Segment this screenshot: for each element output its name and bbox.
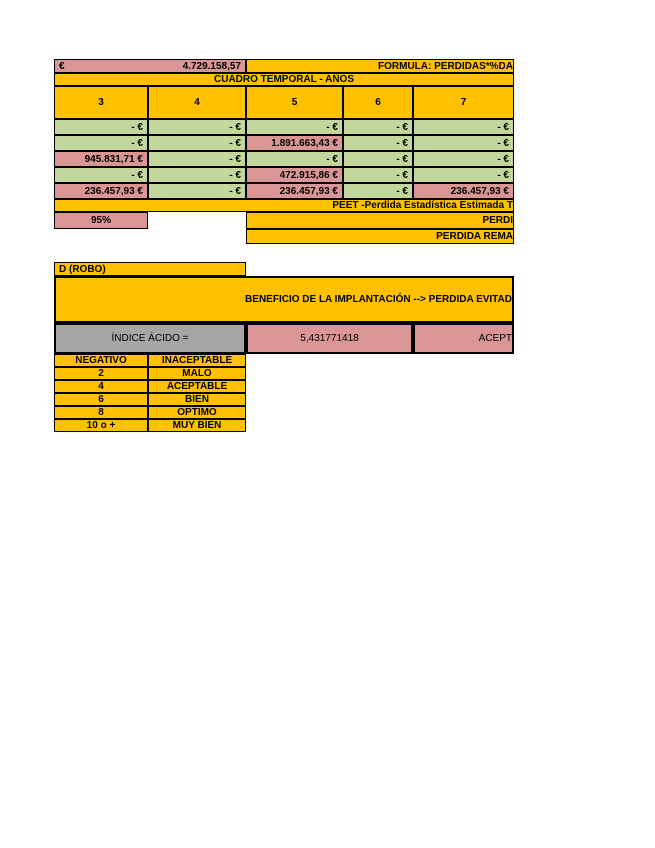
robo-cell[interactable] bbox=[54, 262, 246, 276]
indice-label: ÍNDICE ÁCIDO = bbox=[111, 333, 189, 344]
data-cell[interactable] bbox=[413, 135, 514, 151]
scale-score: 2 bbox=[98, 368, 104, 379]
cell-value: - € bbox=[131, 137, 143, 149]
data-cell[interactable] bbox=[148, 135, 246, 151]
data-cell[interactable] bbox=[246, 183, 343, 199]
perdida-rem-label: PERDIDA REMA bbox=[436, 231, 513, 242]
year-label: 5 bbox=[291, 97, 298, 108]
data-cell[interactable] bbox=[148, 183, 246, 199]
scale-score-cell[interactable] bbox=[54, 367, 148, 380]
cell-value: - € bbox=[497, 153, 509, 165]
percent-value: 95% bbox=[90, 215, 111, 226]
data-cell[interactable] bbox=[413, 151, 514, 167]
cell-value: 236.457,93 € bbox=[279, 185, 338, 197]
data-cell[interactable] bbox=[246, 135, 343, 151]
scale-score: NEGATIVO bbox=[75, 355, 127, 366]
scale-rating-cell[interactable] bbox=[148, 393, 246, 406]
scale-rating: MALO bbox=[182, 368, 212, 379]
cell-value: - € bbox=[396, 185, 408, 197]
cell-value: - € bbox=[326, 153, 338, 165]
data-cell[interactable] bbox=[343, 183, 413, 199]
benefit-cell[interactable] bbox=[54, 276, 514, 323]
data-cell[interactable] bbox=[54, 119, 148, 135]
year-header-7[interactable] bbox=[413, 86, 514, 119]
data-cell[interactable] bbox=[54, 135, 148, 151]
robo-label: D (ROBO) bbox=[59, 263, 106, 275]
cell-value: - € bbox=[229, 153, 241, 165]
cell-value: 472.915,86 € bbox=[279, 169, 338, 181]
perdida-cell[interactable] bbox=[246, 212, 514, 229]
data-cell[interactable] bbox=[148, 151, 246, 167]
total-value: 4.729.158,57 bbox=[182, 60, 241, 72]
data-cell[interactable] bbox=[148, 119, 246, 135]
cell-value: - € bbox=[229, 169, 241, 181]
scale-score-cell[interactable] bbox=[54, 380, 148, 393]
cell-value: - € bbox=[131, 121, 143, 133]
cell-value: - € bbox=[497, 137, 509, 149]
scale-rating-cell[interactable] bbox=[148, 367, 246, 380]
temporal-title: CUADRO TEMPORAL - AÑOS bbox=[214, 74, 354, 85]
scale-rating-cell[interactable] bbox=[148, 354, 246, 367]
year-label: 4 bbox=[194, 97, 200, 108]
percent-cell[interactable] bbox=[54, 212, 148, 229]
scale-score-cell[interactable] bbox=[54, 419, 148, 432]
year-label: 3 bbox=[98, 97, 104, 108]
scale-score-cell[interactable] bbox=[54, 393, 148, 406]
perdida-rem-cell[interactable] bbox=[246, 229, 514, 244]
data-cell[interactable] bbox=[343, 135, 413, 151]
scale-rating: BIEN bbox=[185, 394, 209, 405]
year-header-4[interactable] bbox=[148, 86, 246, 119]
data-cell[interactable] bbox=[246, 151, 343, 167]
scale-rating-cell[interactable] bbox=[148, 380, 246, 393]
indice-result: ACEPT bbox=[478, 333, 512, 344]
data-cell[interactable] bbox=[148, 167, 246, 183]
cell-value: 1.891.663,43 € bbox=[271, 137, 338, 149]
scale-score-cell[interactable] bbox=[54, 406, 148, 419]
data-cell[interactable] bbox=[413, 167, 514, 183]
year-label: 6 bbox=[375, 97, 381, 108]
scale-rating: ACEPTABLE bbox=[166, 381, 228, 392]
cell-value: - € bbox=[497, 121, 509, 133]
scale-score: 8 bbox=[98, 407, 104, 418]
perdida-label: PERDI bbox=[482, 215, 513, 226]
formula-cell[interactable] bbox=[246, 59, 514, 73]
currency-symbol: € bbox=[59, 60, 65, 72]
indice-value-cell[interactable] bbox=[246, 323, 413, 354]
cell-value: - € bbox=[131, 169, 143, 181]
indice-value: 5,431771418 bbox=[300, 333, 359, 344]
year-header-3[interactable] bbox=[54, 86, 148, 119]
formula-label: FORMULA: PERDIDAS*%DA bbox=[378, 60, 513, 72]
cell-value: - € bbox=[396, 137, 408, 149]
scale-score-cell[interactable] bbox=[54, 354, 148, 367]
peet-label: PEET -Perdida Estadística Estimada T bbox=[332, 200, 513, 211]
temporal-title-cell[interactable] bbox=[54, 73, 514, 86]
cell-value: - € bbox=[229, 137, 241, 149]
scale-rating: ÓPTIMO bbox=[177, 407, 217, 418]
scale-rating: INACEPTABLE bbox=[161, 355, 233, 366]
indice-label-cell[interactable] bbox=[54, 323, 246, 354]
cell-value: 945.831,71 € bbox=[84, 153, 143, 165]
cell-value: - € bbox=[229, 185, 241, 197]
cell-value: - € bbox=[396, 169, 408, 181]
cell-value: 236.457,93 € bbox=[450, 185, 509, 197]
benefit-title: BENEFICIO DE LA IMPLANTACIÓN --> PERDIDA EVITAD bbox=[245, 294, 512, 305]
data-cell[interactable] bbox=[54, 167, 148, 183]
scale-score: 10 o + bbox=[86, 420, 116, 431]
year-header-6[interactable] bbox=[343, 86, 413, 119]
data-cell[interactable] bbox=[246, 167, 343, 183]
currency-cell[interactable] bbox=[54, 59, 246, 73]
data-cell[interactable] bbox=[54, 151, 148, 167]
data-cell[interactable] bbox=[246, 119, 343, 135]
data-cell[interactable] bbox=[343, 167, 413, 183]
data-cell[interactable] bbox=[413, 183, 514, 199]
cell-value: - € bbox=[396, 121, 408, 133]
indice-result-cell[interactable] bbox=[413, 323, 514, 354]
scale-score: 6 bbox=[98, 394, 104, 405]
cell-value: - € bbox=[396, 153, 408, 165]
data-cell[interactable] bbox=[413, 119, 514, 135]
year-header-5[interactable] bbox=[246, 86, 343, 119]
cell-value: - € bbox=[229, 121, 241, 133]
cell-value: 236.457,93 € bbox=[84, 185, 143, 197]
scale-rating-cell[interactable] bbox=[148, 406, 246, 419]
cell-value: - € bbox=[497, 169, 509, 181]
scale-rating: MUY BIEN bbox=[172, 420, 222, 431]
data-cell[interactable] bbox=[343, 119, 413, 135]
scale-score: 4 bbox=[98, 381, 104, 392]
data-cell[interactable] bbox=[343, 151, 413, 167]
year-label: 7 bbox=[460, 97, 467, 108]
peet-cell[interactable] bbox=[54, 199, 514, 212]
scale-rating-cell[interactable] bbox=[148, 419, 246, 432]
data-cell[interactable] bbox=[54, 183, 148, 199]
cell-value: - € bbox=[326, 121, 338, 133]
